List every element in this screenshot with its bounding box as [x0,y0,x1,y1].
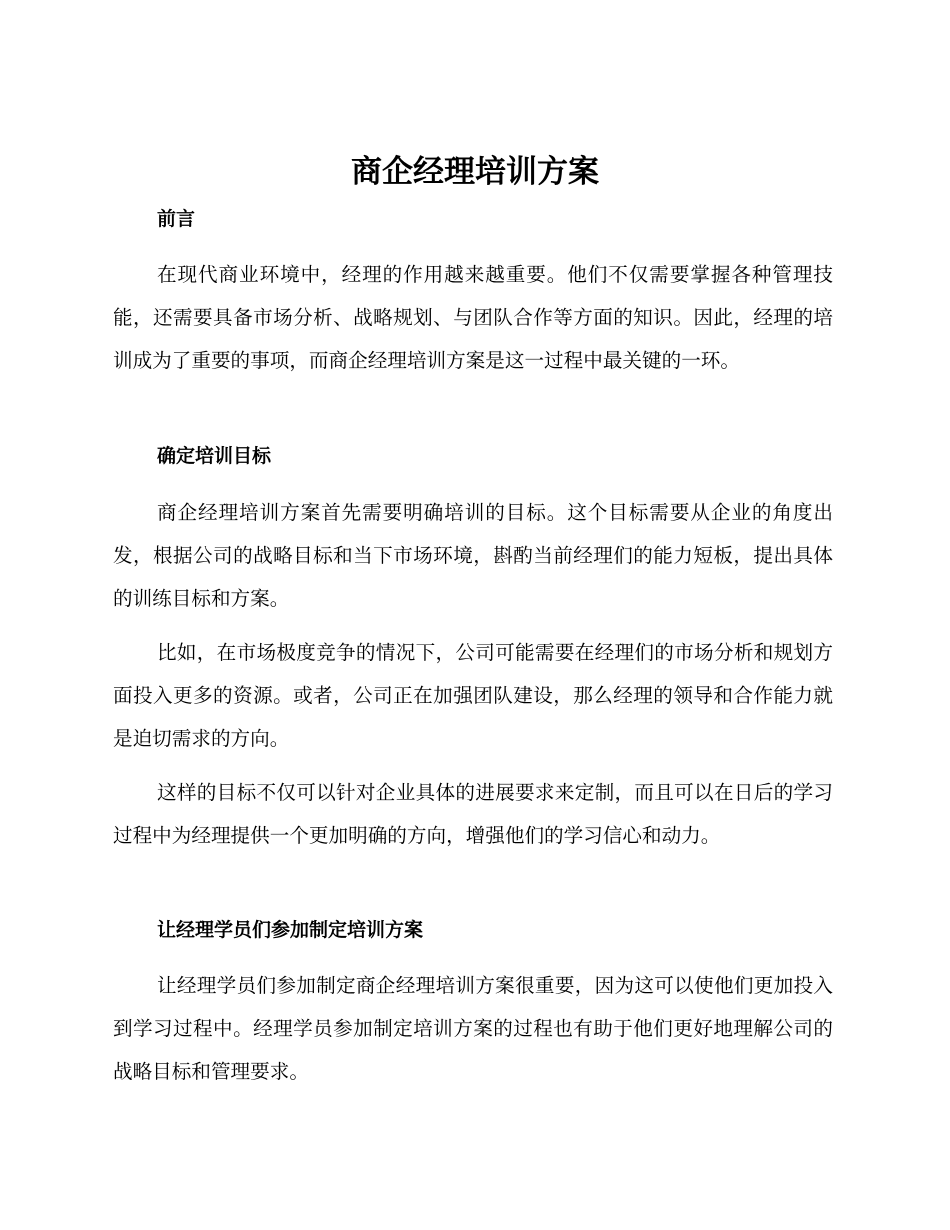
document-title: 商企经理培训方案 [351,154,599,190]
paragraph: 比如，在市场极度竞争的情况下，公司可能需要在经理们的市场分析和规划方面投入更多的资源。或者，公司正在加强团队建设，那么经理的领导和合作能力就是迫切需求的方向。 [113,641,833,750]
paragraph: 商企经理培训方案首先需要明确培训的目标。这个目标需要从企业的角度出发，根据公司的战略目标和当下市场环境，斟酌当前经理们的能力短板，提出具体的训练目标和方案。 [113,501,833,610]
paragraph: 在现代商业环境中，经理的作用越来越重要。他们不仅需要掌握各种管理技能，还需要具备市场分析、战略规划、与团队合作等方面的知识。因此，经理的培训成为了重要的事项，而商企经理培训方案是这一过程中最关键的一环。 [113,263,833,372]
section-heading-preface: 前言 [157,208,196,230]
paragraph: 这样的目标不仅可以针对企业具体的进展要求来定制，而且可以在日后的学习过程中为经理提供一个更加明确的方向，增强他们的学习信心和动力。 [113,781,833,847]
section-heading-participation: 让经理学员们参加制定培训方案 [157,919,424,941]
paragraph: 让经理学员们参加制定商企经理培训方案很重要，因为这可以使他们更加投入到学习过程中。经理学员参加制定培训方案的过程也有助于他们更好地理解公司的战略目标和管理要求。 [113,974,833,1083]
section-heading-goals: 确定培训目标 [157,445,272,467]
